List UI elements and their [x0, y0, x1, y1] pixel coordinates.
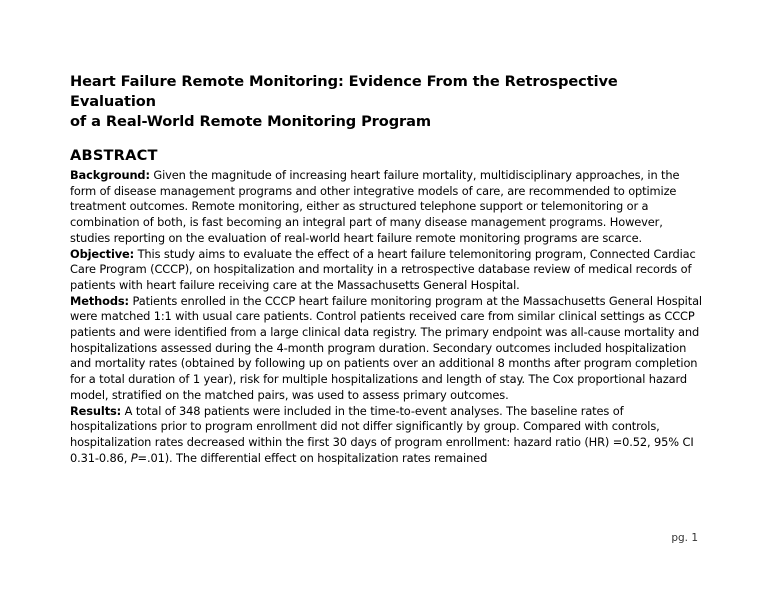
paper-title-line-1: Heart Failure Remote Monitoring: Evidence From the Retrospective Evaluation — [70, 73, 618, 110]
methods-text: Patients enrolled in the CCCP heart failure monitoring program at the Massachusetts General Hospital were matched 1:1 with usual care patients. Control patients received care from similar clinical settings as CCCP patients and were identified from a large clinical data registry. The primary endpoint was all-cause mortality and hospitalizations assessed during the 4-month program duration. Secondary outcomes included hospitalization and mortality rates (obtained by following up on patients over an additional 8 months after program completion for a total duration of 1 year), risk for multiple hospitalizations and length of stay. The Cox proportional hazard model, stratified on the matched pairs, was used to assess primary outcomes. — [70, 293, 702, 402]
results-label: Results: — [70, 403, 122, 418]
paper-title — [70, 72, 702, 132]
background-text: Given the magnitude of increasing heart failure mortality, multidisciplinary approaches, in the form of disease management programs and other integrative models of care, are recommended to optimize treatment outcomes. Remote monitoring, either as structured telephone support or telemonitoring or a combination of both, is fast becoming an integral part of many disease management programs. However, studies reporting on the evaluation of real-world heart failure remote monitoring programs are scarce. — [70, 168, 680, 245]
objective-label: Objective: — [70, 246, 135, 261]
paper-title-line-2: of a Real-World Remote Monitoring Program — [70, 113, 432, 130]
results-paragraph — [70, 404, 702, 467]
results-p-value-symbol: P — [130, 450, 138, 465]
document-page — [70, 72, 702, 466]
results-text-before: A total of 348 patients were included in the time-to-event analyses. The baseline rates of hospitalizations prior to program enrollment did not differ significantly by group. Compared with controls, hospitalization rates decreased within the first 30 days of program enrollment: hazard ratio (HR) =0.52, 95% CI 0.31-0.86, — [70, 403, 694, 465]
methods-label: Methods: — [70, 293, 129, 308]
background-paragraph — [70, 168, 702, 247]
objective-text: This study aims to evaluate the effect of a heart failure telemonitoring program, Connected Cardiac Care Program (CCCP), on hospitalization and mortality in a retrospective database review of medical records of patients with heart failure receiving care at the Massachusetts General Hospital. — [70, 246, 696, 292]
page-number: pg. 1 — [671, 532, 698, 544]
background-label: Background: — [70, 168, 150, 182]
methods-paragraph — [70, 294, 702, 404]
abstract-heading: ABSTRACT — [70, 147, 158, 164]
objective-paragraph — [70, 247, 702, 294]
results-text-after: =.01). The differential effect on hospitalization rates remained — [137, 450, 488, 465]
